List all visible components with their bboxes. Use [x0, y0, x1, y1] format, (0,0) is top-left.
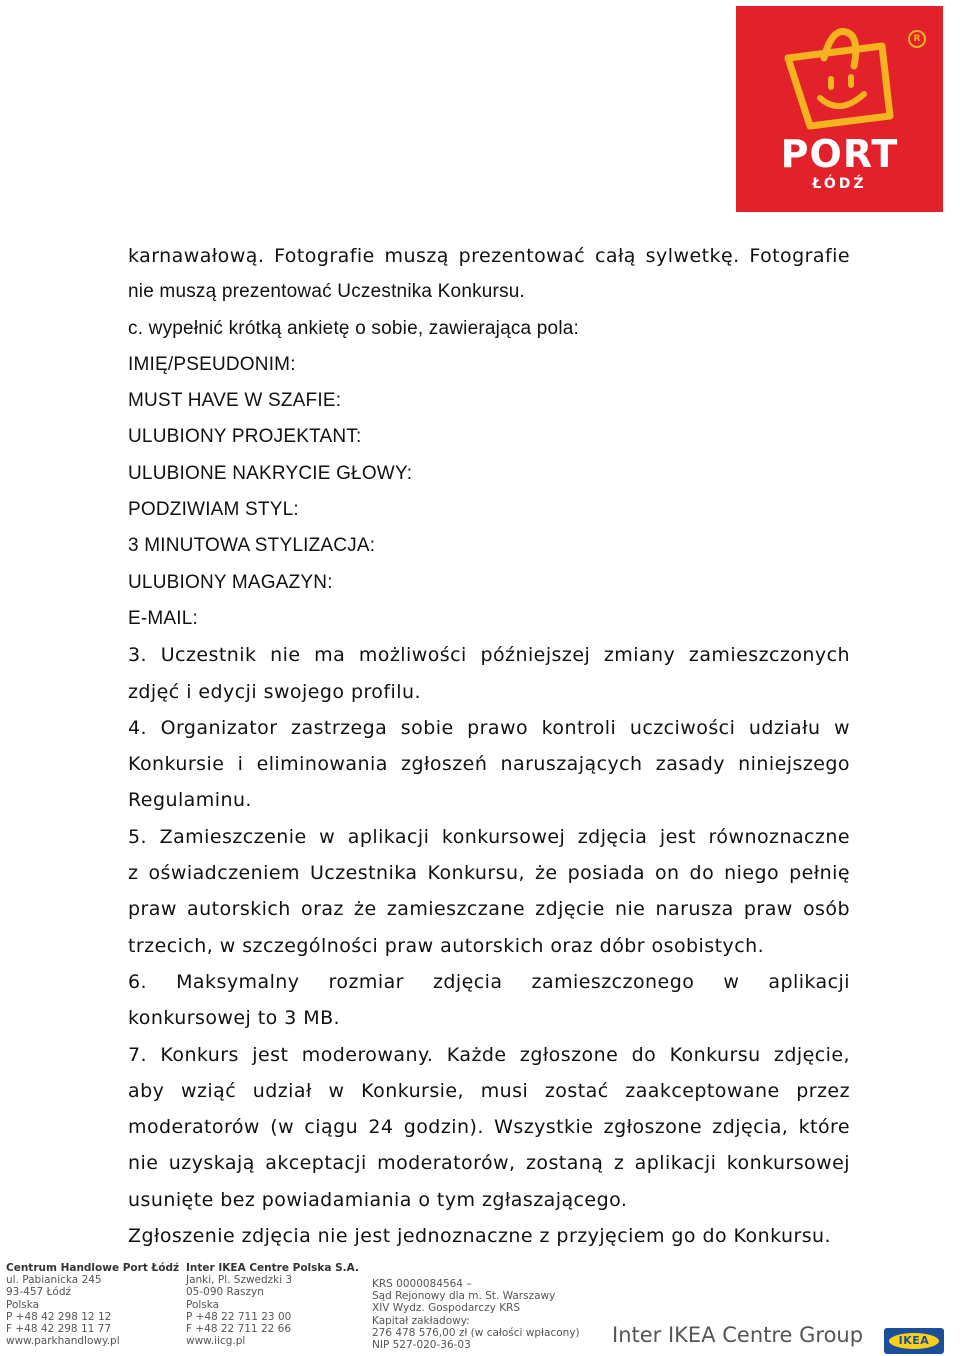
footer-line: P +48 42 298 12 12	[6, 1310, 112, 1323]
footer-company-name: Centrum Handlowe Port Łódź	[6, 1262, 180, 1274]
text-line: c. wypełnić krótką ankietę o sobie, zawierająca pola:	[128, 317, 579, 339]
text-line: Regulaminu.	[128, 789, 252, 812]
text-line: 7. Konkurs jest moderowany. Każde zgłoszone do Konkursu zdjęcie,	[128, 1043, 850, 1066]
ikea-logo-text: IKEA	[898, 1334, 930, 1347]
logo-city-text: ŁÓDŹ	[812, 176, 867, 192]
text-line: Konkursie i eliminowania zgłoszeń naruszających zasady niniejszego	[128, 753, 850, 776]
footer-address-port-lodz	[6, 1262, 179, 1347]
footer-line: KRS 0000084564 –	[372, 1278, 472, 1290]
footer-line: Polska	[6, 1298, 40, 1311]
footer-line: XIV Wydz. Gospodarczy KRS	[372, 1302, 521, 1315]
logo-brand-text: PORT	[780, 132, 899, 176]
footer-website-link[interactable]: www.iicg.pl	[186, 1335, 246, 1348]
form-field-label: 3 MINUTOWA STYLIZACJA:	[128, 535, 376, 557]
footer-group-name: Inter IKEA Centre Group	[612, 1323, 864, 1347]
footer-line: P +48 22 711 23 00	[186, 1310, 292, 1323]
footer-website-link[interactable]: www.parkhandlowy.pl	[6, 1335, 120, 1348]
footer-company-name: Inter IKEA Centre Polska S.A.	[186, 1262, 359, 1274]
text-line: 4. Organizator zastrzega sobie prawo kontroli uczciwości udziału w	[128, 716, 850, 739]
text-line: praw autorskich oraz że zamieszczane zdjęcie nie narusza praw osób	[128, 898, 850, 921]
form-field-label: PODZIWIAM STYL:	[128, 499, 299, 521]
document-body	[128, 238, 850, 1254]
page-footer	[0, 1258, 960, 1356]
footer-line: ul. Pabianicka 245	[6, 1274, 102, 1287]
text-line: z oświadczeniem Uczestnika Konkursu, że posiada on do niego pełnię	[128, 862, 850, 885]
footer-line: 93-457 Łódź	[6, 1286, 72, 1299]
text-line: nie uzyskają akceptacji moderatorów, zostaną z aplikacji konkursowej	[128, 1152, 850, 1175]
text-line: usunięte bez powiadamiania o tym zgłaszającego.	[128, 1188, 628, 1211]
form-field-label: E-MAIL:	[128, 607, 199, 629]
ikea-logo	[884, 1328, 944, 1354]
text-line: 5. Zamieszczenie w aplikacji konkursowej zdjęcia jest równoznaczne	[128, 825, 850, 848]
footer-line: Kapitał zakładowy:	[372, 1314, 470, 1327]
text-line: karnawałową. Fotografie muszą prezentować całą sylwetkę. Fotografie	[128, 245, 850, 267]
footer-line: Janki, Pl. Szwedzki 3	[186, 1274, 293, 1287]
registered-mark: R	[908, 30, 926, 48]
text-line: 6. Maksymalny rozmiar zdjęcia zamieszczonego w aplikacji	[128, 970, 850, 993]
form-field-label: ULUBIONY PROJEKTANT:	[128, 426, 362, 448]
footer-line: 05-090 Raszyn	[186, 1286, 264, 1299]
text-line: moderatorów (w ciągu 24 godzin). Wszystkie zgłoszone zdjęcia, które	[128, 1116, 850, 1139]
footer-line: Sąd Rejonowy dla m. St. Warszawy	[372, 1290, 556, 1303]
text-line: konkursowej to 3 MB.	[128, 1007, 341, 1030]
footer-address-inter-ikea	[186, 1262, 359, 1347]
text-line: trzecich, w szczególności praw autorskich oraz dóbr osobistych.	[128, 934, 765, 957]
port-lodz-logo	[736, 6, 943, 212]
form-field-label: ULUBIONY MAGAZYN:	[128, 571, 333, 593]
footer-registration-info	[372, 1278, 580, 1351]
text-line: nie muszą prezentować Uczestnika Konkursu.	[128, 281, 526, 303]
footer-line: F +48 42 298 11 77	[6, 1323, 112, 1336]
text-line: aby wziąć udział w Konkursie, musi zostać zaakceptowane przez	[128, 1079, 850, 1102]
footer-line: Polska	[186, 1298, 220, 1311]
text-line: zdjęć i edycji swojego profilu.	[128, 680, 421, 703]
form-field-label: IMIĘ/PSEUDONIM:	[128, 353, 296, 375]
footer-line: 276 478 576,00 zł (w całości wpłacony)	[372, 1326, 580, 1339]
text-line: 3. Uczestnik nie ma możliwości późniejszej zmiany zamieszczonych	[128, 644, 850, 667]
footer-line: NIP 527-020-36-03	[372, 1339, 471, 1352]
form-field-label: ULUBIONE NAKRYCIE GŁOWY:	[128, 462, 413, 484]
form-field-label: MUST HAVE W SZAFIE:	[128, 390, 342, 412]
text-line: Zgłoszenie zdjęcia nie jest jednoznaczne z przyjęciem go do Konkursu.	[128, 1225, 832, 1248]
footer-line: F +48 22 711 22 66	[186, 1323, 292, 1336]
